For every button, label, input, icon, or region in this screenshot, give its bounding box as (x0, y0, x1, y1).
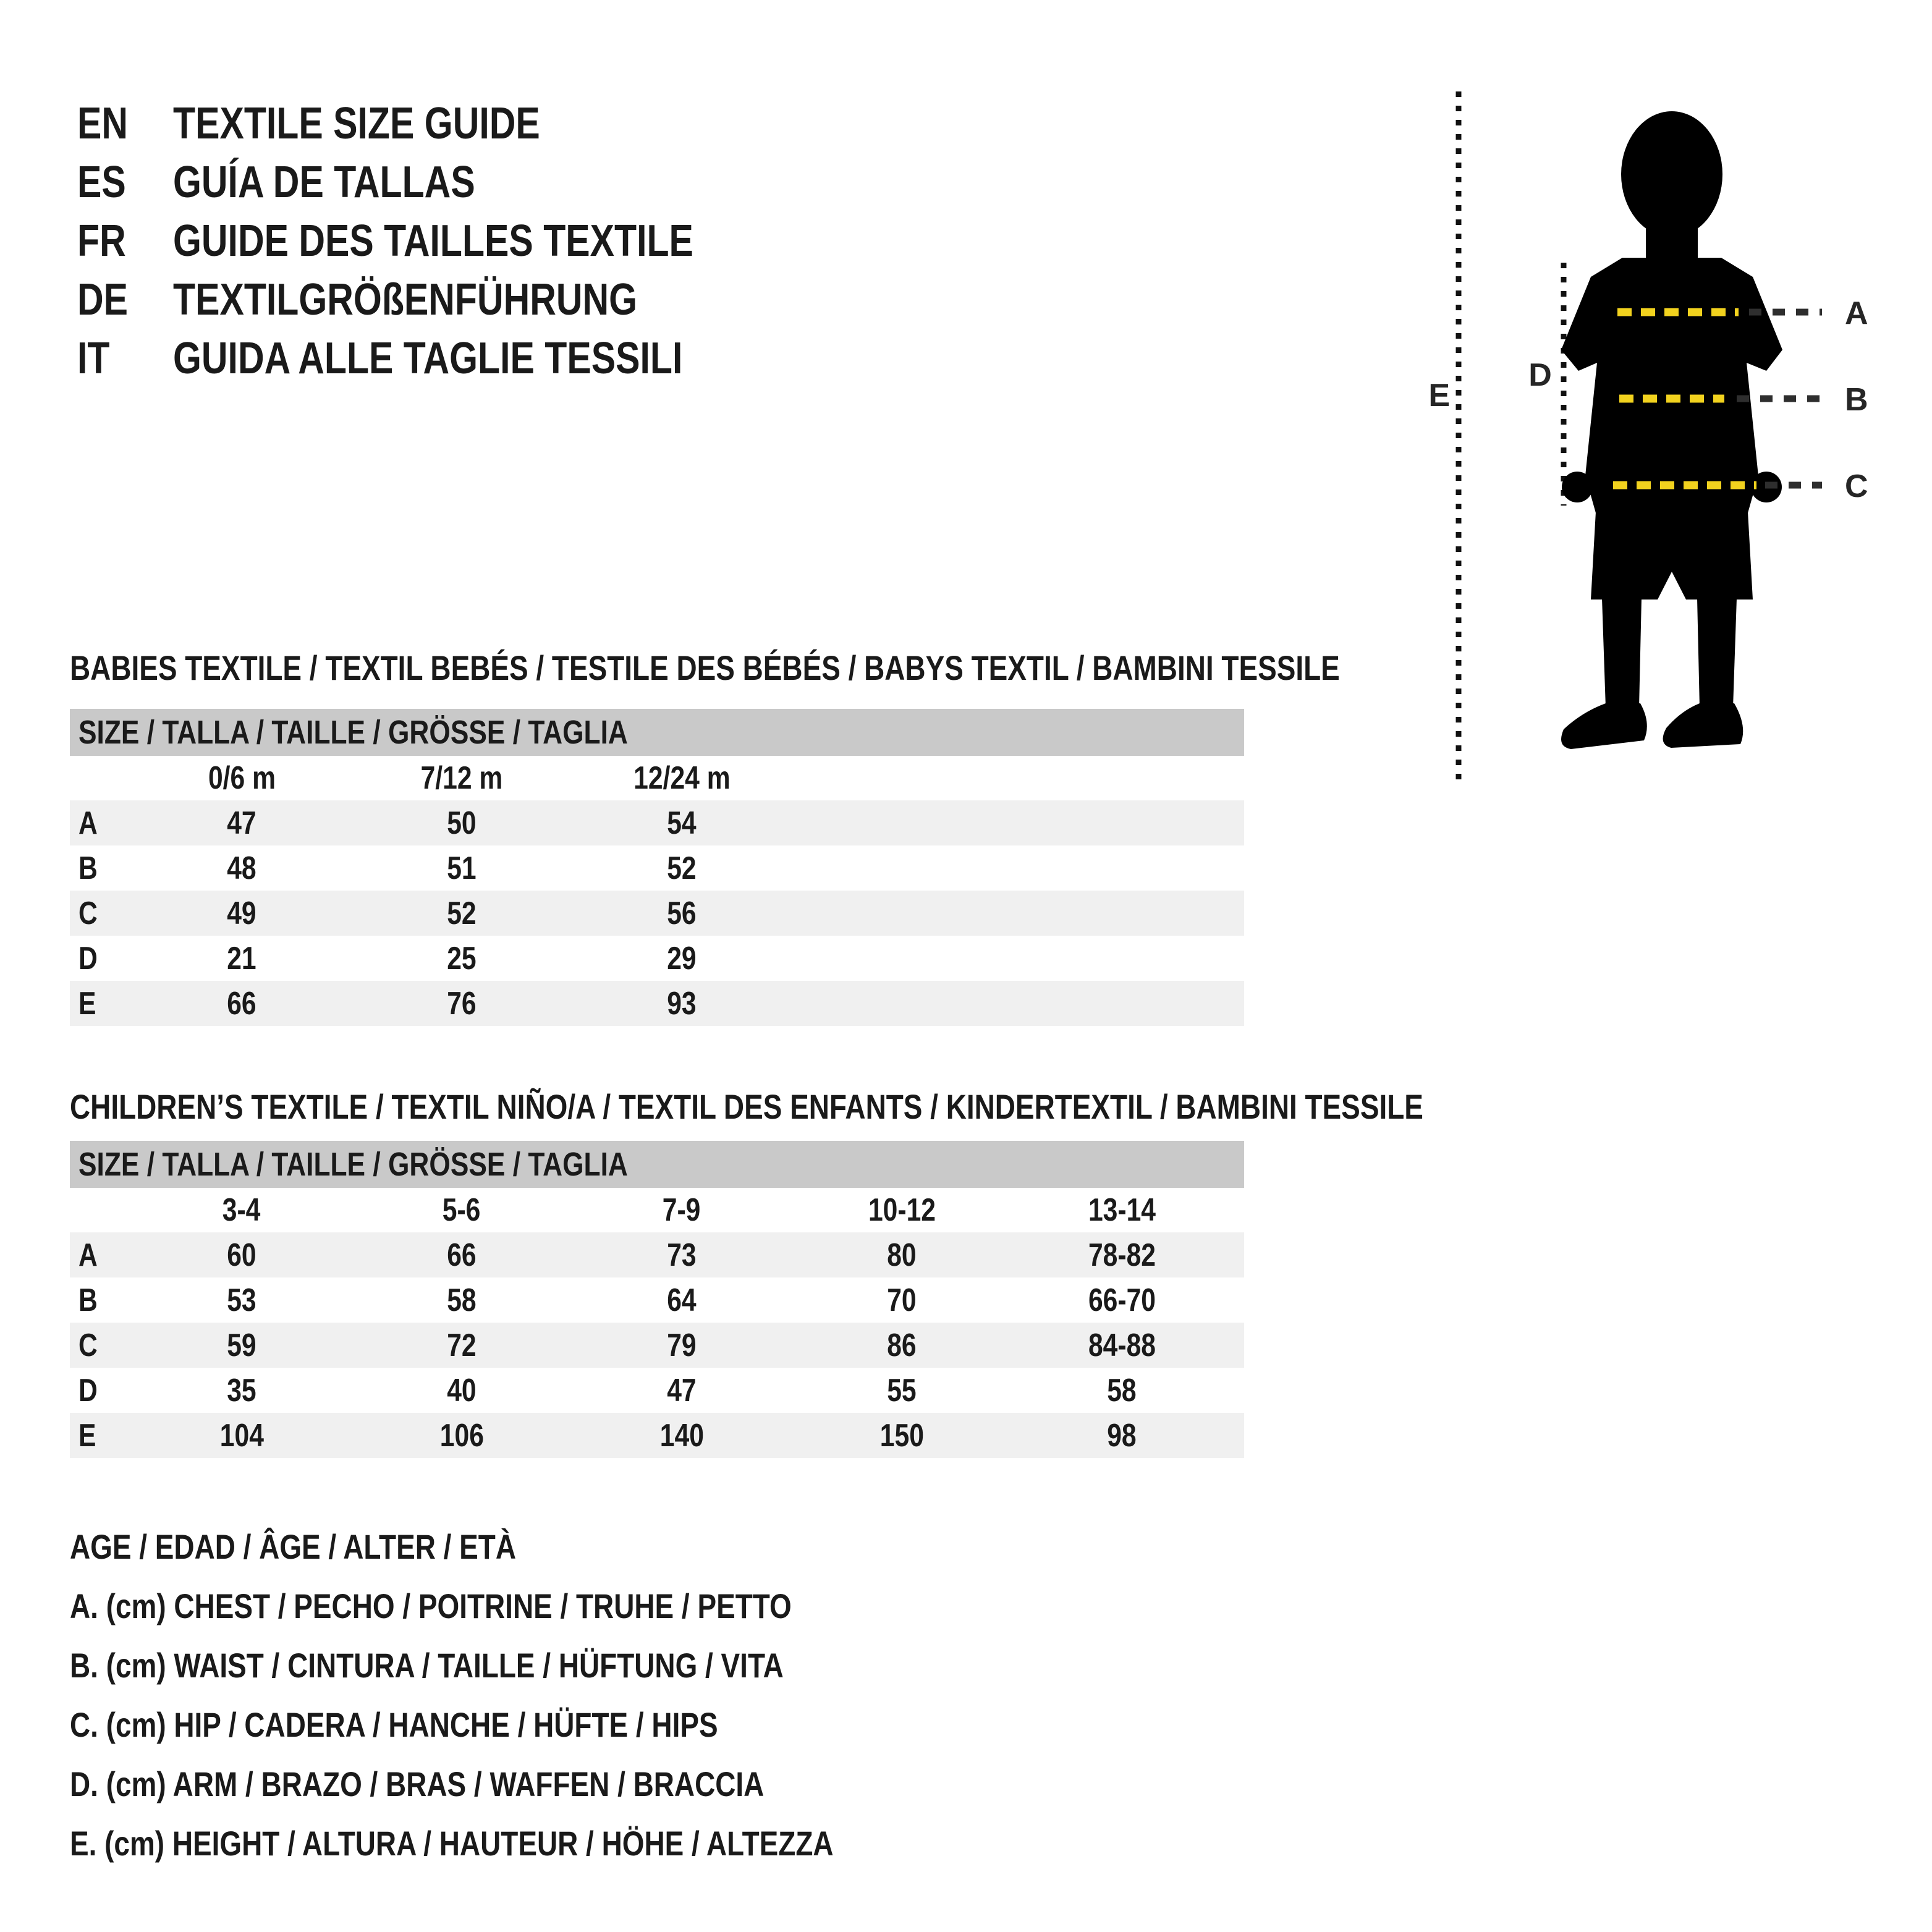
children-section-title: CHILDREN’S TEXTILE / TEXTIL NIÑO/A / TEXTIL DES ENFANTS / KINDERTEXTIL / BAMBINI TESSILE (70, 1087, 1423, 1126)
column-header-filler (1232, 1188, 1244, 1232)
cell-value: 66-70 (1088, 1282, 1156, 1318)
language-label: TEXTILGRÖßENFÜHRUNG (173, 274, 638, 324)
cell-value: 79 (667, 1327, 697, 1363)
cell-filler (1232, 1323, 1244, 1368)
language-label: GUÍA DE TALLAS (173, 157, 475, 207)
column-header-spacer (70, 1188, 132, 1232)
children-size-table (70, 1141, 1244, 1458)
cell-value: 50 (447, 805, 477, 841)
marker-label-e: E (1428, 378, 1450, 413)
column-header: 0/6 m (208, 760, 276, 796)
cell-value: 84-88 (1088, 1327, 1156, 1363)
row-letter: B (78, 850, 98, 886)
cell-value: 49 (227, 895, 256, 931)
language-list (77, 94, 808, 388)
cell-value: 47 (227, 805, 256, 841)
marker-label-b: B (1845, 382, 1868, 418)
cell-filler (1232, 1368, 1244, 1413)
measurement-legend (70, 1517, 1001, 1873)
cell-value: 66 (227, 985, 256, 1022)
cell-filler (1232, 1232, 1244, 1277)
column-header: 3-4 (222, 1192, 261, 1228)
language-row-es (77, 153, 808, 211)
cell-value: 64 (667, 1282, 697, 1318)
table-row-d (70, 1368, 1244, 1413)
row-letter: B (78, 1282, 98, 1318)
babies-size-header-bar: SIZE / TALLA / TAILLE / GRÖSSE / TAGLIA (70, 709, 1244, 756)
legend-line-waist: B. (cm) WAIST / CINTURA / TAILLE / HÜFTUNG / VITA (70, 1645, 784, 1685)
language-row-en (77, 94, 808, 153)
cell-value: 48 (227, 850, 256, 886)
table-row-c (70, 1323, 1244, 1368)
language-code: FR (77, 216, 126, 266)
language-code: EN (77, 98, 129, 148)
language-row-de (77, 270, 808, 329)
cell-value: 58 (1107, 1372, 1137, 1409)
cell-value: 86 (887, 1327, 917, 1363)
cell-value: 140 (659, 1417, 704, 1454)
cell-value: 56 (667, 895, 697, 931)
cell-value: 29 (667, 940, 697, 977)
children-column-header-row (70, 1188, 1244, 1232)
table-row-a (70, 1232, 1244, 1277)
cell-filler (792, 800, 1244, 845)
cell-value: 52 (447, 895, 477, 931)
cell-value: 106 (439, 1417, 484, 1454)
cell-filler (1232, 1277, 1244, 1323)
row-letter: A (78, 1237, 98, 1273)
row-letter: E (78, 1417, 96, 1454)
language-label: TEXTILE SIZE GUIDE (173, 98, 540, 148)
legend-line-arm: D. (cm) ARM / BRAZO / BRAS / WAFFEN / BRACCIA (70, 1764, 765, 1803)
cell-value: 98 (1107, 1417, 1137, 1454)
row-letter: C (78, 1327, 98, 1363)
legend-line-chest: A. (cm) CHEST / PECHO / POITRINE / TRUHE / PETTO (70, 1586, 792, 1625)
language-label: GUIDE DES TAILLES TEXTILE (173, 216, 693, 266)
babies-size-table (70, 709, 1244, 1026)
table-row-e (70, 981, 1244, 1026)
legend-line-height: E. (cm) HEIGHT / ALTURA / HAUTEUR / HÖHE / ALTEZZA (70, 1823, 834, 1863)
cell-value: 54 (667, 805, 697, 841)
babies-section-title: BABIES TEXTILE / TEXTIL BEBÉS / TESTILE DES BÉBÉS / BABYS TEXTIL / BAMBINI TESSILE (70, 648, 1340, 687)
column-header-filler (792, 756, 1244, 800)
cell-filler (1232, 1413, 1244, 1458)
cell-value: 150 (879, 1417, 924, 1454)
cell-filler (792, 936, 1244, 981)
column-header: 12/24 m (633, 760, 731, 796)
row-letter: C (78, 895, 98, 931)
cell-value: 80 (887, 1237, 917, 1273)
table-row-a (70, 800, 1244, 845)
column-header: 5-6 (443, 1192, 481, 1228)
cell-value: 104 (219, 1417, 264, 1454)
cell-value: 72 (447, 1327, 477, 1363)
cell-value: 40 (447, 1372, 477, 1409)
babies-column-header-row (70, 756, 1244, 800)
cell-value: 51 (447, 850, 477, 886)
column-header: 10-12 (868, 1192, 936, 1228)
row-letter: A (78, 805, 98, 841)
row-letter: E (78, 985, 96, 1022)
cell-value: 59 (227, 1327, 256, 1363)
cell-value: 47 (667, 1372, 697, 1409)
cell-filler (792, 981, 1244, 1026)
cell-value: 35 (227, 1372, 256, 1409)
cell-value: 78-82 (1088, 1237, 1156, 1273)
cell-value: 21 (227, 940, 256, 977)
legend-line-hip: C. (cm) HIP / CADERA / HANCHE / HÜFTE / HIPS (70, 1705, 718, 1744)
cell-value: 58 (447, 1282, 477, 1318)
cell-value: 70 (887, 1282, 917, 1318)
cell-value: 53 (227, 1282, 256, 1318)
cell-value: 25 (447, 940, 477, 977)
table-row-b (70, 1277, 1244, 1323)
column-header: 7-9 (663, 1192, 701, 1228)
cell-value: 73 (667, 1237, 697, 1273)
table-row-b (70, 845, 1244, 891)
legend-line-age: AGE / EDAD / ÂGE / ALTER / ETÀ (70, 1527, 517, 1566)
cell-value: 76 (447, 985, 477, 1022)
marker-label-a: A (1845, 295, 1868, 331)
column-header: 7/12 m (420, 760, 503, 796)
row-letter: D (78, 940, 98, 977)
table-row-e (70, 1413, 1244, 1458)
language-code: IT (77, 333, 110, 383)
language-label: GUIDA ALLE TAGLIE TESSILI (173, 333, 683, 383)
children-size-header-bar: SIZE / TALLA / TAILLE / GRÖSSE / TAGLIA (70, 1141, 1244, 1188)
row-letter: D (78, 1372, 98, 1409)
language-code: ES (77, 157, 126, 207)
cell-value: 66 (447, 1237, 477, 1273)
marker-label-c: C (1845, 468, 1868, 504)
marker-label-d: D (1528, 357, 1552, 393)
cell-value: 55 (887, 1372, 917, 1409)
language-code: DE (77, 274, 129, 324)
language-row-it (77, 329, 808, 388)
cell-filler (792, 845, 1244, 891)
table-row-d (70, 936, 1244, 981)
language-row-fr (77, 211, 808, 270)
table-row-c (70, 891, 1244, 936)
column-header: 13-14 (1088, 1192, 1156, 1228)
cell-value: 93 (667, 985, 697, 1022)
cell-value: 60 (227, 1237, 256, 1273)
cell-value: 52 (667, 850, 697, 886)
cell-filler (792, 891, 1244, 936)
column-header-spacer (70, 756, 132, 800)
